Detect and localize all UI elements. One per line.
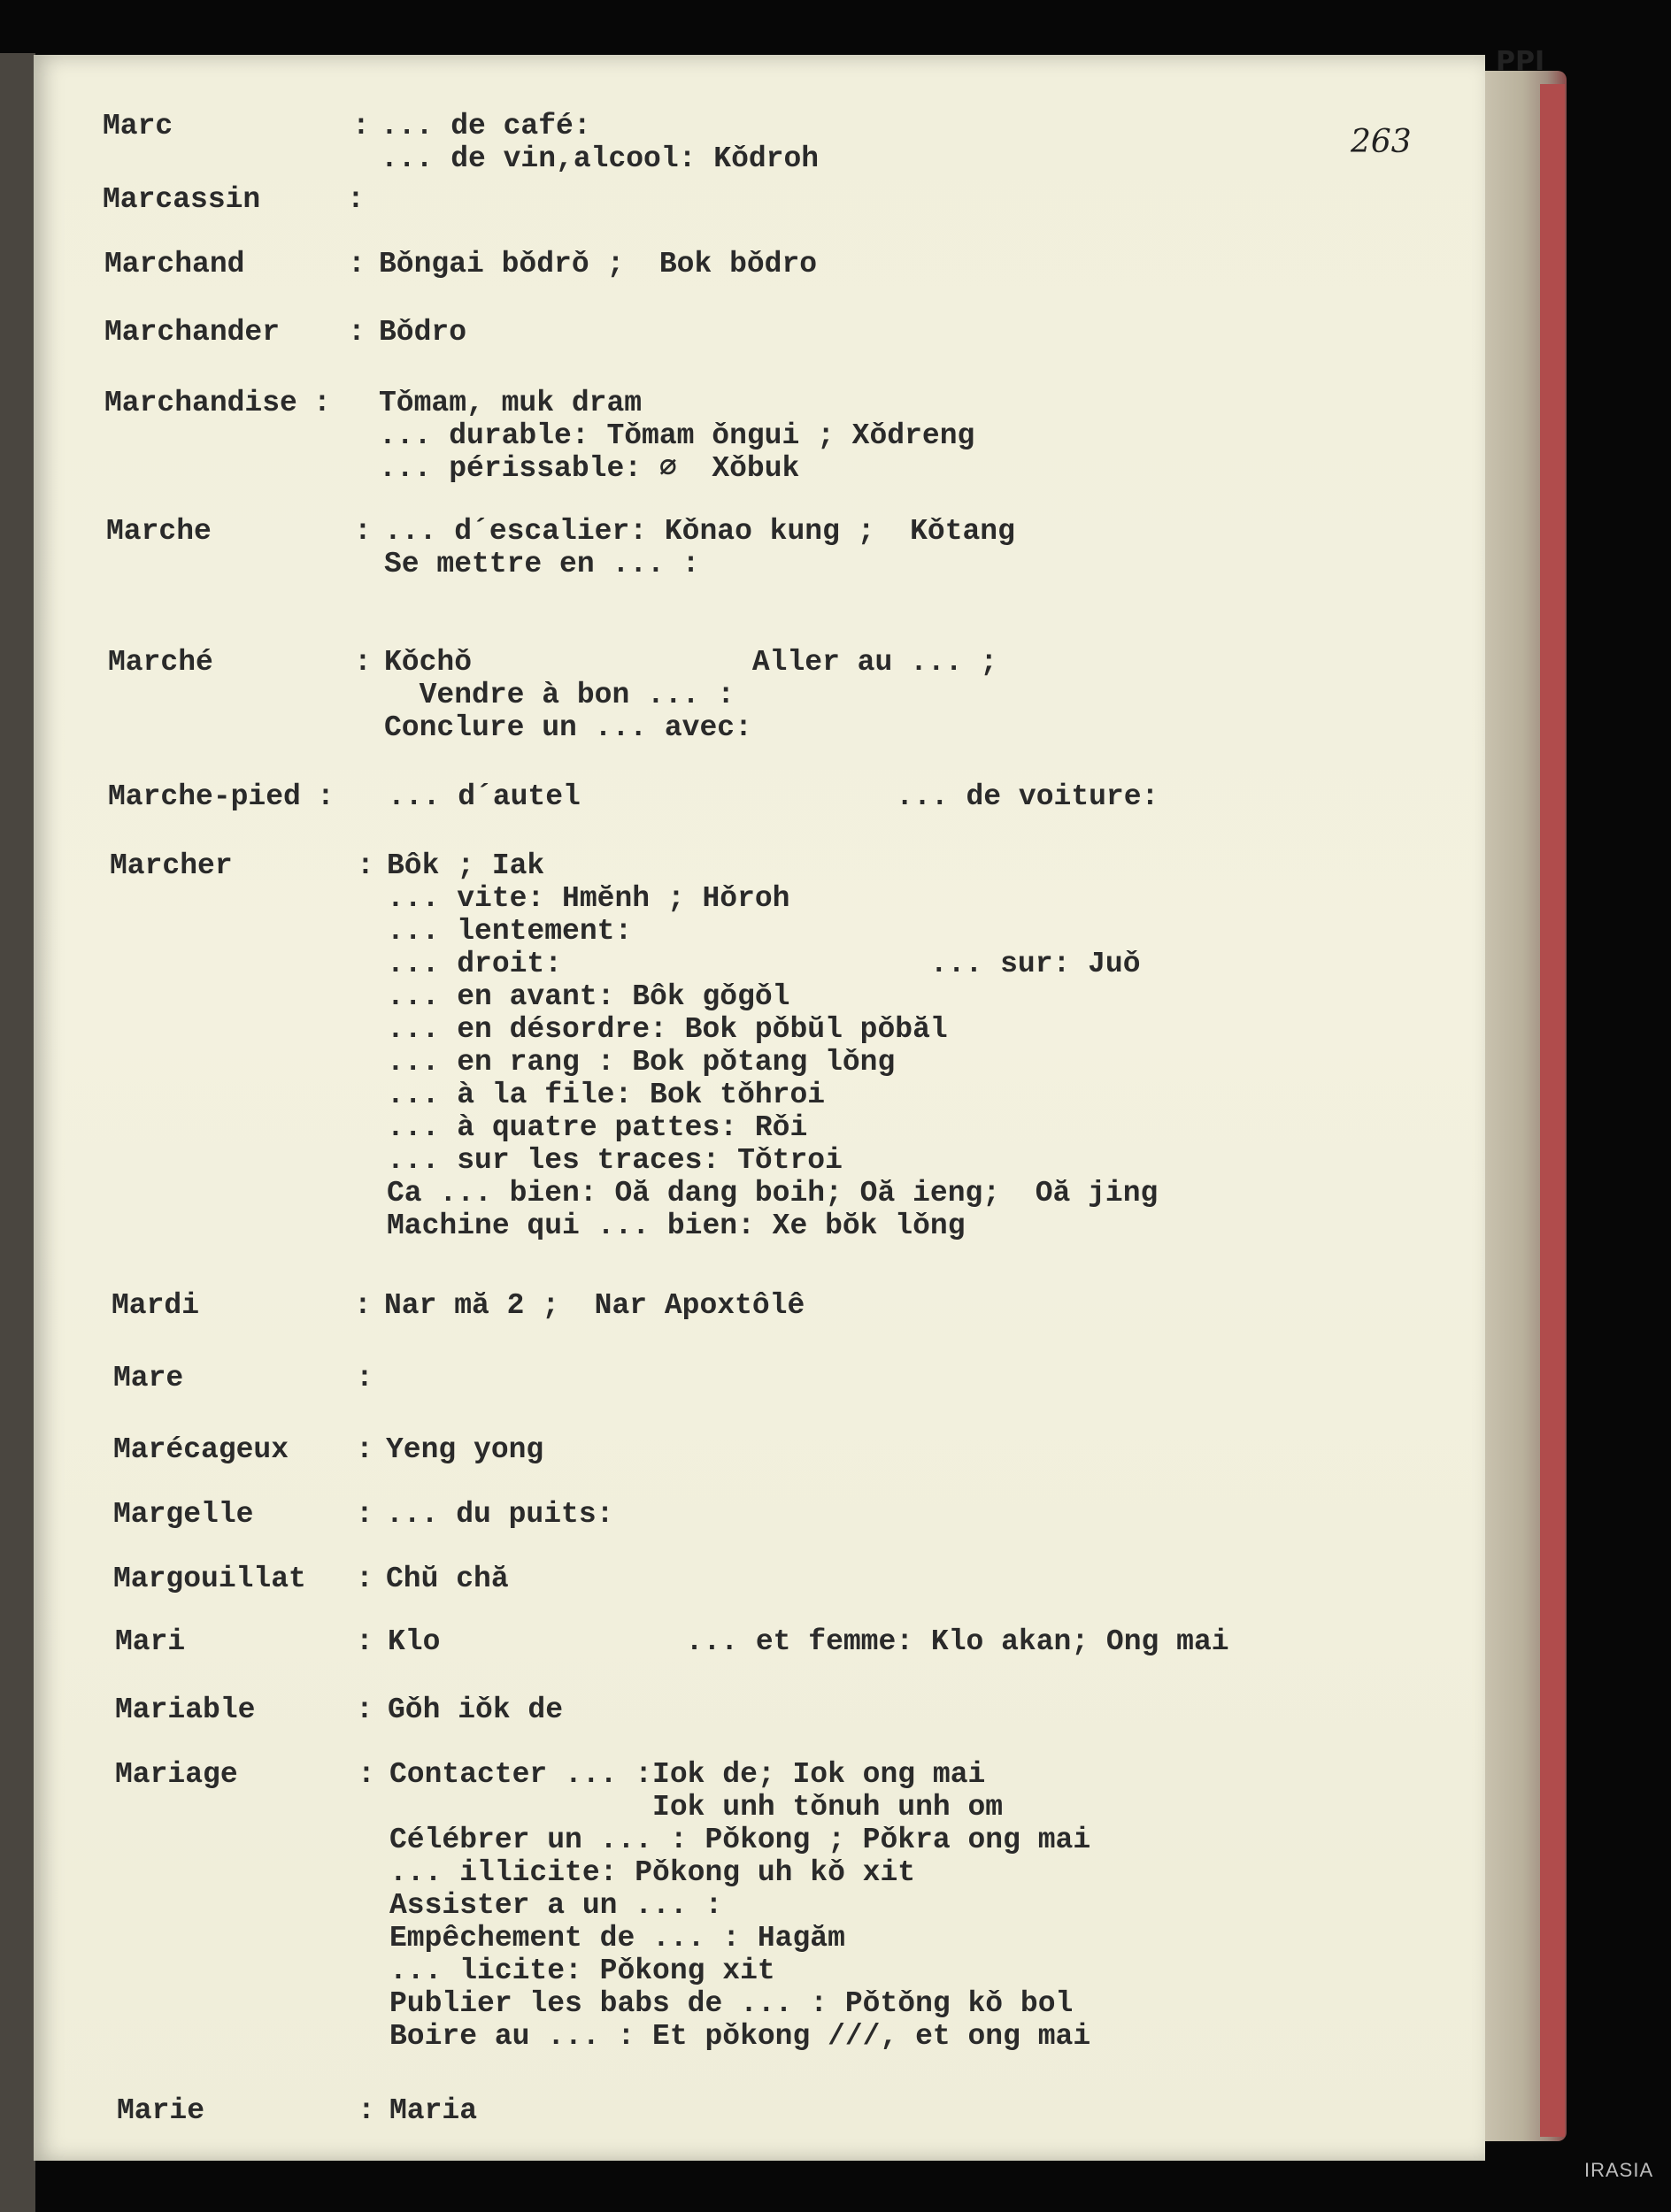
definition-line: Bǒdro [379, 316, 467, 349]
definition-line: ... d´escalier: Kǒnao kung ; Kǒtang [384, 515, 1015, 548]
definition-line: ... durable: Tǒmam ǒngui ; Xǒdreng [379, 419, 975, 452]
separator-colon: : [313, 387, 331, 419]
separator-colon: : [356, 1694, 373, 1726]
definition-line: Kǒchǒ Aller au ... ; [384, 646, 998, 679]
definition-line: Gǒh iǒk de [388, 1694, 564, 1726]
definition-line: ... licite: Pǒkong xit [389, 1955, 775, 1987]
definition-line: Nar mă 2 ; Nar Apoxtôlê [384, 1289, 805, 1322]
separator-colon: : [356, 1362, 373, 1394]
watermark: IRASIA [1584, 2159, 1654, 2181]
definition-line: Yeng yong [386, 1433, 544, 1466]
headword: Marchand [104, 248, 245, 280]
headword: Marcassin [103, 183, 261, 216]
headword: Marie [117, 2094, 205, 2127]
definition-line: Célébrer un ... : Pǒkong ; Pǒkra ong mai [389, 1824, 1091, 1856]
definition-line: Bôk ; Iak [387, 849, 545, 882]
definition-line: Conclure un ... avec: [384, 711, 752, 744]
separator-colon: : [356, 1433, 373, 1466]
headword: Marc [103, 110, 173, 142]
headword: Marchander [104, 316, 281, 349]
separator-colon: : [354, 515, 372, 548]
separator-colon: : [356, 1625, 373, 1658]
definition-line: Assister a un ... : [389, 1889, 723, 1922]
headword: Mardi [112, 1289, 200, 1322]
definition-line: Maria [389, 2094, 478, 2127]
headword: Marche [106, 515, 212, 548]
definition-line: ... du puits: [386, 1498, 614, 1531]
definition-line: Bǒngai bǒdrǒ ; Bok bǒdro [379, 248, 818, 280]
definition-line: ... de café: [381, 110, 591, 142]
definition-line: ... illicite: Pǒkong uh kǒ xit [389, 1856, 916, 1889]
definition-line: Publier les babs de ... : Pǒtǒng kǒ bol [389, 1987, 1074, 2020]
headword: Marche-pied [108, 780, 301, 813]
definition-line: ... d´autel ... de voiture: [388, 780, 1159, 813]
separator-colon: : [358, 2094, 375, 2127]
definition-line: ... à la file: Bok tǒhroi [387, 1079, 826, 1111]
headword: Margelle [113, 1498, 254, 1531]
document-page [34, 55, 1485, 2161]
definition-line: ... vite: Hmĕnh ; Hǒroh [387, 882, 790, 915]
book-cover-edge [1540, 84, 1565, 2137]
definition-line: Machine qui ... bien: Xe bŏk lǒng [387, 1210, 966, 1242]
definition-line: Tǒmam, muk dram [379, 387, 643, 419]
definition-line: ... droit: ... sur: Juǒ [387, 948, 1141, 980]
separator-colon: : [348, 316, 366, 349]
headword: Mare [113, 1362, 184, 1394]
headword: Mari [115, 1625, 186, 1658]
definition-line: ... sur les traces: Tǒtroi [387, 1144, 843, 1177]
separator-colon: : [347, 183, 365, 216]
headword: Margouillat [113, 1563, 306, 1595]
definition-line: Se mettre en ... : [384, 548, 700, 580]
definition-line: Klo ... et femme: Klo akan; Ong mai [388, 1625, 1229, 1658]
definition-line: ... lentement: [387, 915, 633, 948]
headword: Mariage [115, 1758, 238, 1791]
separator-colon: : [317, 780, 335, 813]
definition-line: ... en avant: Bôk gǒgǒl [387, 980, 790, 1013]
definition-line: ... à quatre pattes: Rǒi [387, 1111, 808, 1144]
definition-line: Iok unh tǒnuh unh om [389, 1791, 1004, 1824]
headword: Marécageux [113, 1433, 289, 1466]
book-spine [0, 53, 35, 2212]
definition-line: ... de vin,alcool: Kǒdroh [381, 142, 820, 175]
separator-colon: : [348, 248, 366, 280]
separator-colon: : [356, 1498, 373, 1531]
separator-colon: : [354, 646, 372, 679]
separator-colon: : [352, 110, 370, 142]
headword: Marcher [110, 849, 233, 882]
definition-line: Vendre à bon ... : [384, 679, 735, 711]
headword: Marché [108, 646, 213, 679]
page-number: 263 [1351, 124, 1412, 160]
definition-line: Empêchement de ... : Hagăm [389, 1922, 845, 1955]
separator-colon: : [357, 849, 374, 882]
definition-line: Ca ... bien: Oă dang boih; Oă ieng; Oă jing [387, 1177, 1159, 1210]
headword: Marchandise [104, 387, 297, 419]
definition-line: ... en rang : Bok pǒtang lǒng [387, 1046, 896, 1079]
headword: Mariable [115, 1694, 256, 1726]
definition-line: Boire au ... : Et pǒkong ///, et ong mai [389, 2020, 1091, 2053]
separator-colon: : [354, 1289, 372, 1322]
corner-text: PPI [1496, 46, 1545, 77]
definition-line: ... périssable: ∅ Xǒbuk [379, 452, 800, 485]
separator-colon: : [356, 1563, 373, 1595]
definition-line: Chŭ chă [386, 1563, 509, 1595]
definition-line: Contacter ... :Iok de; Iok ong mai [389, 1758, 986, 1791]
separator-colon: : [358, 1758, 375, 1791]
definition-line: ... en désordre: Bok pǒbŭl pǒbăl [387, 1013, 948, 1046]
